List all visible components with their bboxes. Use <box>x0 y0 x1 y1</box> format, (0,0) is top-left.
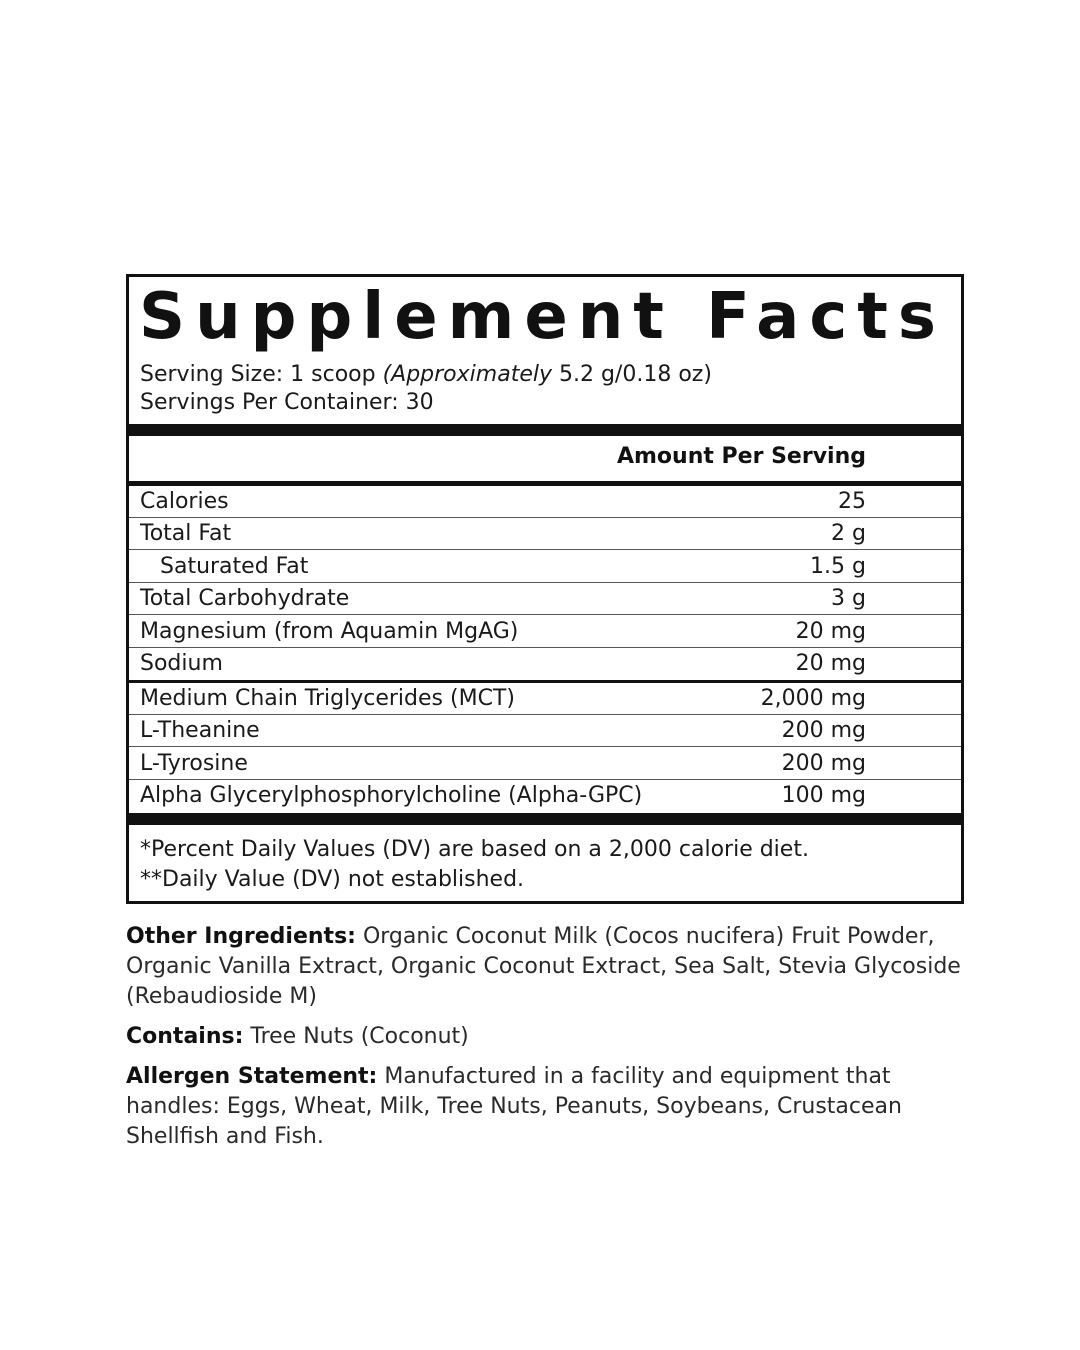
nutrient-row <box>129 616 961 648</box>
other-ingredients <box>126 922 966 1012</box>
allergen-text: Manufactured in a facility and equipment that handles: Eggs, Wheat, Milk, Tree Nuts, Peanuts, Soybeans, Crustacean Shellfish and Fish. <box>126 1064 902 1149</box>
nutrient-name: Calories <box>140 489 229 514</box>
ingredient-row <box>129 715 961 747</box>
amount-per-serving-header: Amount Per Serving <box>616 444 866 469</box>
nutrient-amount: 3 g <box>831 586 866 611</box>
contains-label: Contains: <box>126 1024 244 1049</box>
allergen-statement <box>126 1062 966 1152</box>
ingredient-amount: 2,000 mg <box>760 686 866 711</box>
label-title: Supplement Facts <box>139 280 946 354</box>
servings-per-container: Servings Per Container: 30 <box>140 390 434 415</box>
nutrient-name: Magnesium (from Aquamin MgAG) <box>140 619 519 644</box>
ingredient-row <box>129 683 961 715</box>
ingredient-amount: 200 mg <box>781 718 866 743</box>
nutrient-name: Total Carbohydrate <box>140 586 350 611</box>
serving-size <box>140 361 712 389</box>
nutrient-amount: 2 g <box>831 521 866 546</box>
nutrient-row <box>129 518 961 550</box>
nutrient-name: Saturated Fat <box>160 554 309 579</box>
serving-size-prefix: Serving Size: 1 scoop <box>140 362 383 387</box>
allergen-label: Allergen Statement: <box>126 1064 378 1089</box>
nutrient-name: Total Fat <box>140 521 232 546</box>
other-ingredients-text: Organic Coconut Milk (Cocos nucifera) Fruit Powder, Organic Vanilla Extract, Organic Coconut Extract, Sea Salt, Stevia Glycoside (Rebaudioside M) <box>126 924 961 1009</box>
nutrient-row <box>129 583 961 615</box>
nutrient-amount: 1.5 g <box>810 554 866 579</box>
nutrient-row <box>129 486 961 518</box>
ingredient-row <box>129 780 961 812</box>
ingredient-name: L-Tyrosine <box>140 751 248 776</box>
serving-size-suffix: 5.2 g/0.18 oz) <box>551 362 712 387</box>
supplement-facts-panel <box>126 274 964 904</box>
ingredient-amount: 100 mg <box>781 783 866 808</box>
nutrient-amount: 25 <box>838 489 866 514</box>
serving-size-approx: (Approximately <box>382 362 552 387</box>
divider-thick-top <box>129 424 961 436</box>
divider-thick-bottom <box>129 813 961 825</box>
footnote-dv-not-established: **Daily Value (DV) not established. <box>140 867 525 892</box>
footnote-percent-dv: *Percent Daily Values (DV) are based on a 2,000 calorie diet. <box>140 837 809 862</box>
nutrient-amount: 20 mg <box>795 619 866 644</box>
nutrient-row <box>129 648 961 680</box>
ingredient-name: L-Theanine <box>140 718 260 743</box>
contains-text: Tree Nuts (Coconut) <box>243 1024 469 1049</box>
ingredient-amount: 200 mg <box>781 751 866 776</box>
other-ingredients-label: Other Ingredients: <box>126 924 356 949</box>
nutrient-row <box>129 551 961 583</box>
nutrient-name: Sodium <box>140 651 223 676</box>
ingredient-row <box>129 748 961 780</box>
nutrient-amount: 20 mg <box>795 651 866 676</box>
contains-statement <box>126 1022 966 1052</box>
ingredient-name: Medium Chain Triglycerides (MCT) <box>140 686 515 711</box>
ingredient-name: Alpha Glycerylphosphorylcholine (Alpha-GPC) <box>140 783 643 808</box>
